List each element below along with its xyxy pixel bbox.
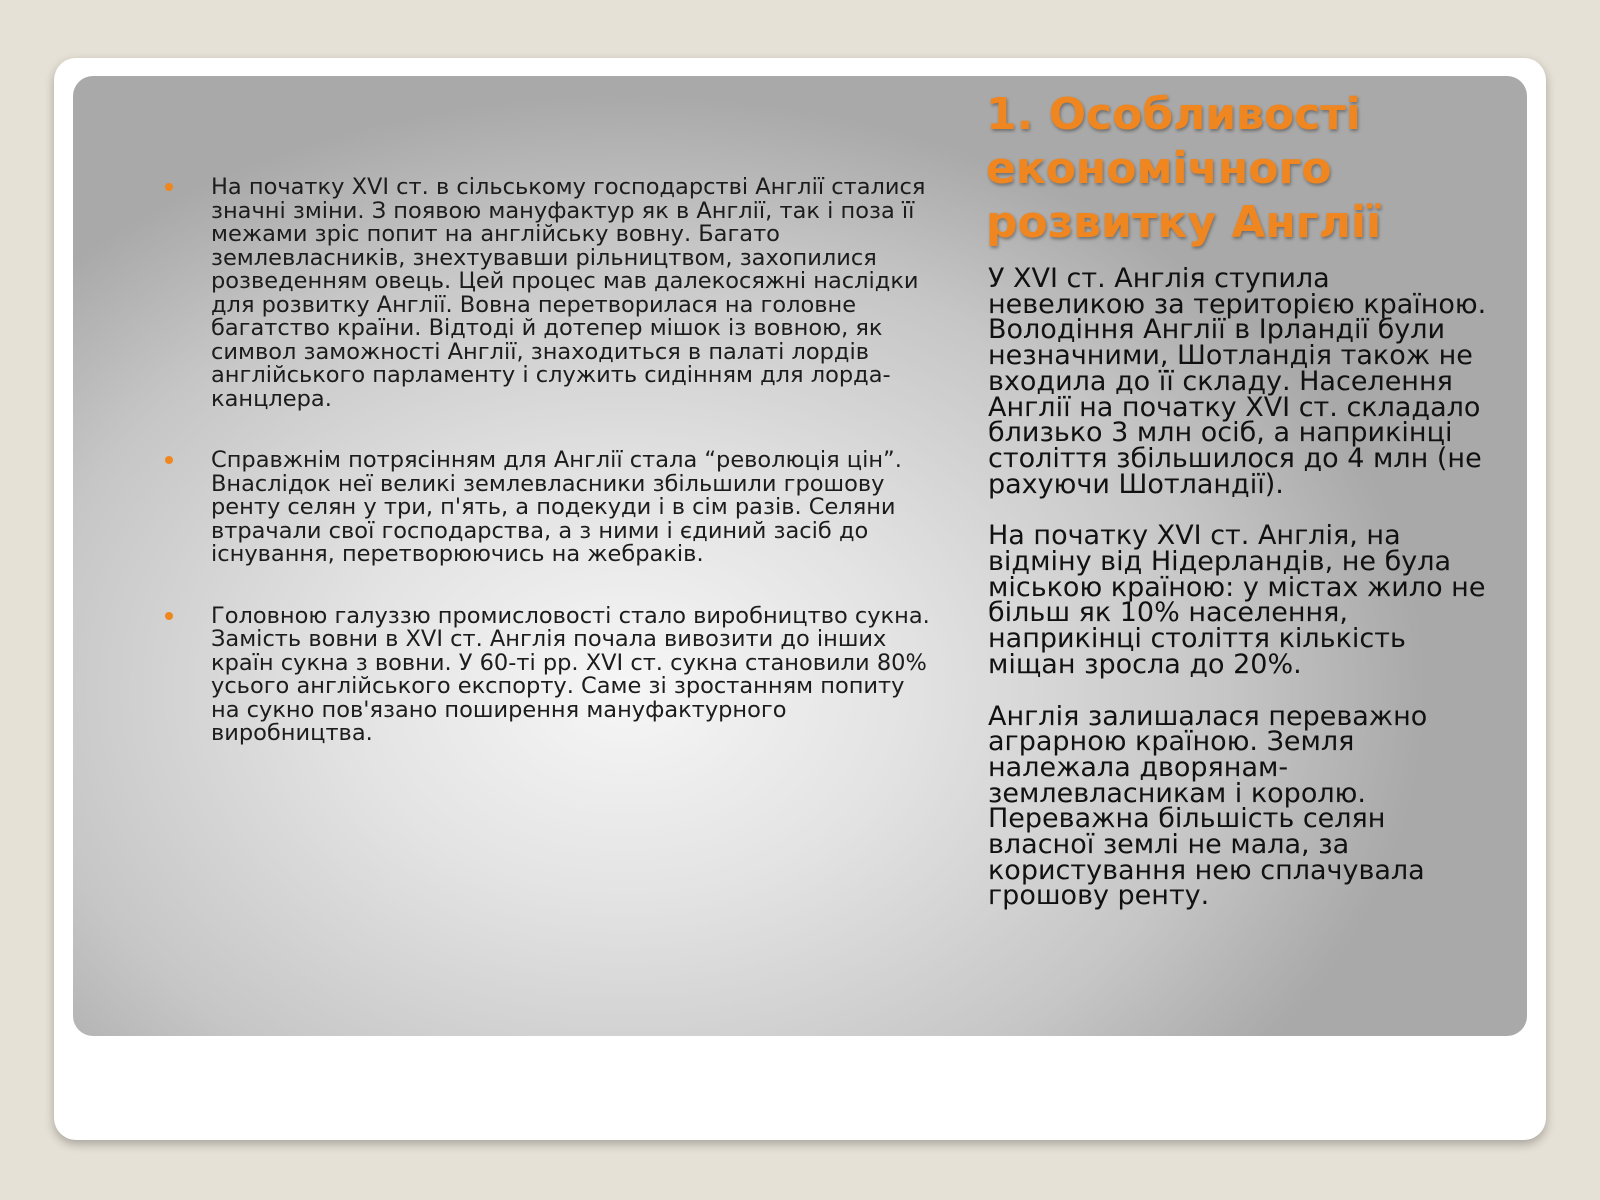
bullet-item (160, 602, 930, 746)
right-paragraph: У XVI ст. Англія ступила невеликою за територією країною. Володіння Англії в Ірландії були незначними, Шотландія також не входила до її складу. Населення Англії на початку XVI ст. складало близько 3 млн осіб, а наприкінці століття збільшилося до 4 млн (не рахуючи Шотландії). (988, 263, 1487, 500)
bullet-text: Справжнім потрясінням для Англії стала “революція цін”. Внаслідок неї великі землевласники збільшили грошову ренту селян у три, п'ять, а подекуди і в сім разів. Селяни втрачали свої господарства, а з ними і єдиний засіб до існування, перетворюючись на жебраків. (211, 447, 902, 567)
right-paragraph: Англія залишалася переважно аграрною країною. Земля належала дворянам-землевласникам і королю. Переважна більшість селян власної землі не мала, за користування нею сплачувала грошову ренту. (988, 700, 1428, 912)
right-text-block (988, 263, 1488, 935)
bullet-item (160, 176, 930, 411)
bullet-item (160, 449, 930, 567)
bullet-text: Головною галуззю промисловості стало виробництво сукна. Замість вовни в XVI ст. Англія почала вивозити до інших країн сукна з вовни. У 60-ті рр. XVI ст. сукна становили 80% усього англійського експорту. Саме зі зростанням попиту на сукно пов'язано поширення мануфактурного виробництва. (211, 602, 930, 746)
bullet-list (160, 176, 930, 784)
bullet-dot-icon (165, 456, 173, 464)
bullet-dot-icon (165, 612, 173, 620)
bullet-text: На початку XVI ст. в сільському господарстві Англії сталися значні зміни. З появою мануфактур як в Англії, так і поза її межами зріс попит на англійську вовну. Багато землевласників, знехтувавши рільництвом, захопилися розведенням овець. Цей процес мав далекосяжні наслідки для розвитку Англії. Вовна перетворилася на головне багатство країни. Відтоді й дотепер мішок із вовною, як символ заможності Англії, знаходиться в палаті лордів англійського парламенту і служить сидінням для лорда-канцлера. (211, 174, 926, 412)
right-paragraph: На початку XVI ст. Англія, на відміну від Нідерландів, не була міською країною: у містах жило не більш як 10% населення, наприкінці століття кількість міщан зросла до 20%. (988, 520, 1486, 680)
bullet-dot-icon (165, 183, 173, 191)
slide-title: 1. Особливості економічного розвитку Англії (986, 89, 1382, 248)
